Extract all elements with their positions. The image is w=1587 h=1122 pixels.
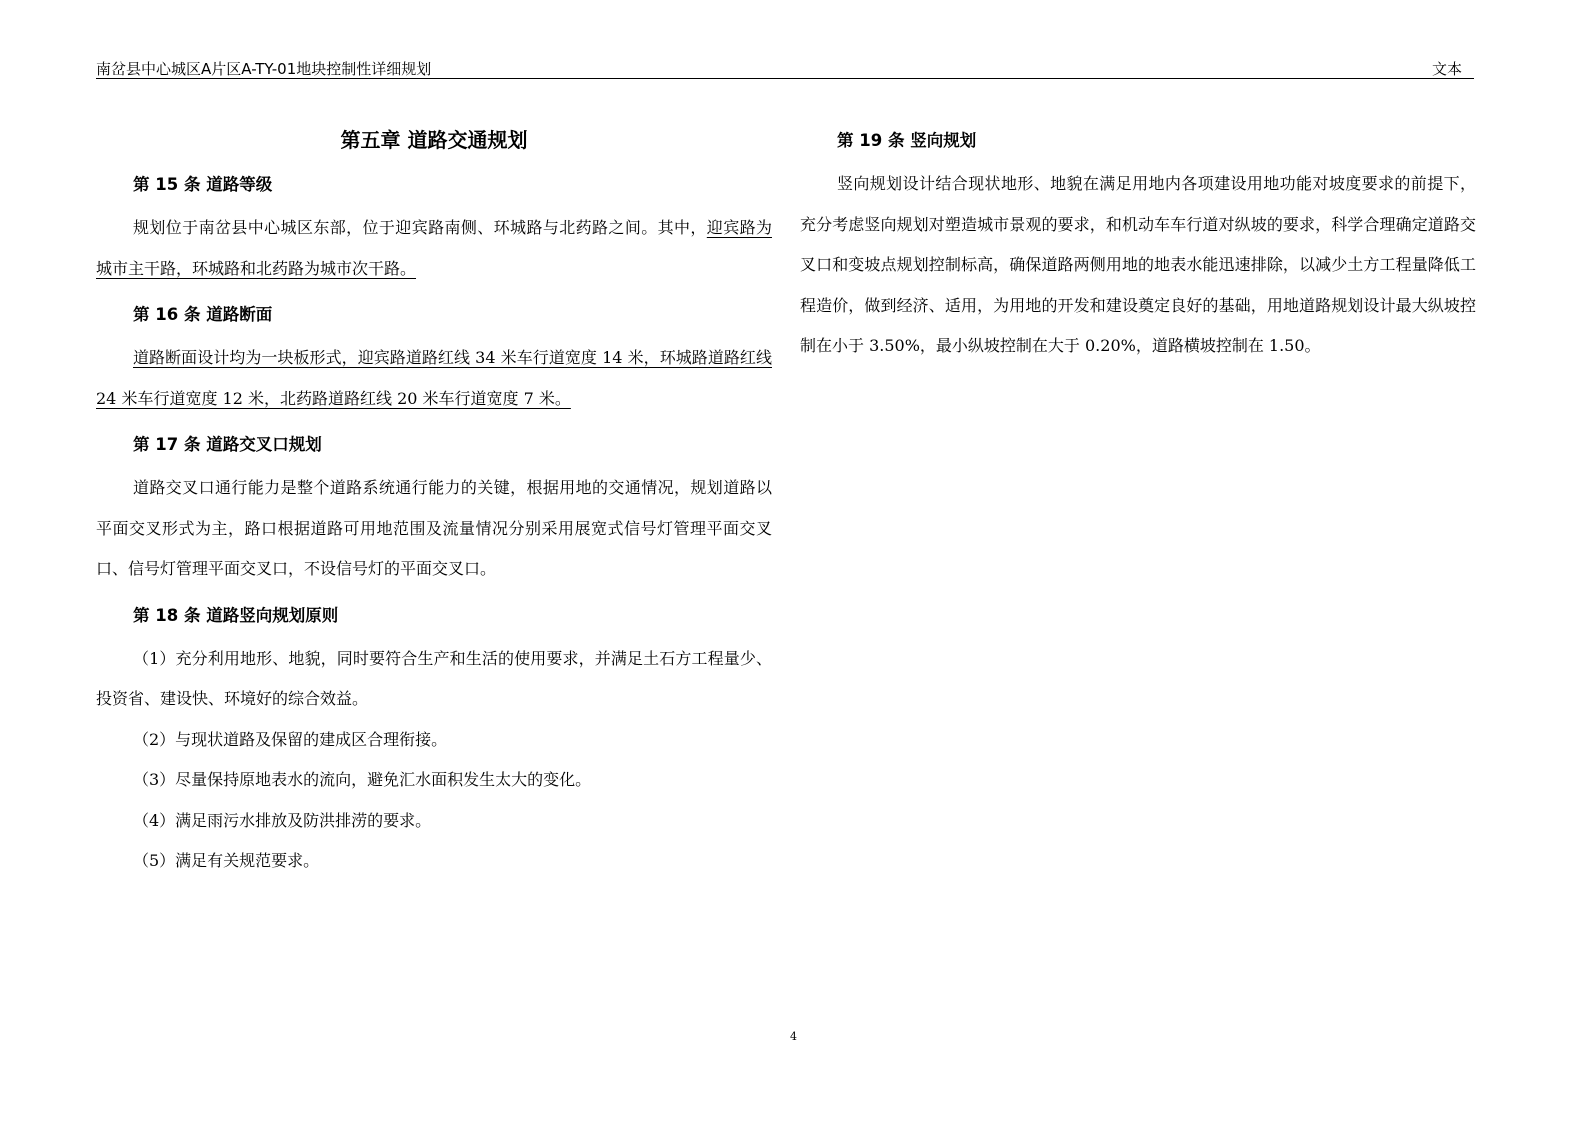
- article-18-title: 第 18 条 道路竖向规划原则: [133, 605, 339, 625]
- article-18-item: （5）满足有关规范要求。: [133, 851, 320, 870]
- article-16-title: 第 16 条 道路断面: [133, 305, 273, 324]
- article-18-item: （1）充分利用地形、地貌，同时要符合生产和生活的使用要求，并满足土石方工程量少、投资省、建设快、环境好的综合效益。: [96, 648, 772, 708]
- chapter-title: 第五章 道路交通规划: [340, 128, 528, 152]
- article-16-text: [96, 338, 772, 419]
- article-15-title: 第 15 条 道路等级: [133, 175, 273, 194]
- article-19-text: 竖向规划设计结合现状地形、地貌在满足用地内各项建设用地功能对坡度要求的前提下，充分考虑竖向规划对塑造城市景观的要求，和机动车车行道对纵坡的要求，科学合理确定道路交叉口和变坡点规划控制标高，确保道路两侧用地的地表水能迅速排除，以减少土方工程量降低工程造价，做到经济、适用，为用地的开发和建设奠定良好的基础，用地道路规划设计最大纵坡控制在小于 3.50%，最小纵坡控制在大于 0.20%，道路横坡控制在 1.50。: [800, 174, 1476, 355]
- page-number: 4: [790, 1030, 797, 1043]
- article-18-item: （2）与现状道路及保留的建成区合理衔接。: [133, 729, 448, 749]
- right-column: [800, 118, 1476, 370]
- article-17-text: 道路交叉口通行能力是整个道路系统通行能力的关键，根据用地的交通情况，规划道路以平面交叉形式为主，路口根据道路可用地范围及流量情况分别采用展宽式信号灯管理平面交叉口、信号灯管理平面交叉口，不设信号灯的平面交叉口。: [96, 478, 772, 578]
- article-15-text-underlined: 迎宾路为城市主干路，环城路和北药路为城市次干路。: [96, 218, 772, 278]
- article-18-item: （4）满足雨污水排放及防洪排涝的要求。: [133, 810, 432, 830]
- article-18-item: （3）尽量保持原地表水的流向，避免汇水面积发生太大的变化。: [133, 770, 592, 789]
- article-17-title: 第 17 条 道路交叉口规划: [133, 435, 322, 454]
- header-title: 南岔县中心城区A片区A-TY-01地块控制性详细规划: [96, 60, 432, 78]
- article-16-text-underlined: 道路断面设计均为一块板形式，迎宾路道路红线 34 米车行道宽度 14 米，环城路道路红线 24 米车行道宽度 12 米，北药路道路红线 20 米车行道宽度 7 米。: [96, 348, 772, 408]
- left-column: [96, 118, 772, 882]
- article-19-title: 第 19 条 竖向规划: [837, 131, 977, 150]
- header-doc-type: 文本: [1431, 60, 1462, 78]
- page-header: [96, 56, 1474, 79]
- article-15-text: [96, 208, 772, 289]
- article-15-text-plain: 规划位于南岔县中心城区东部，位于迎宾路南侧、环城路与北药路之间。其中，: [133, 218, 707, 237]
